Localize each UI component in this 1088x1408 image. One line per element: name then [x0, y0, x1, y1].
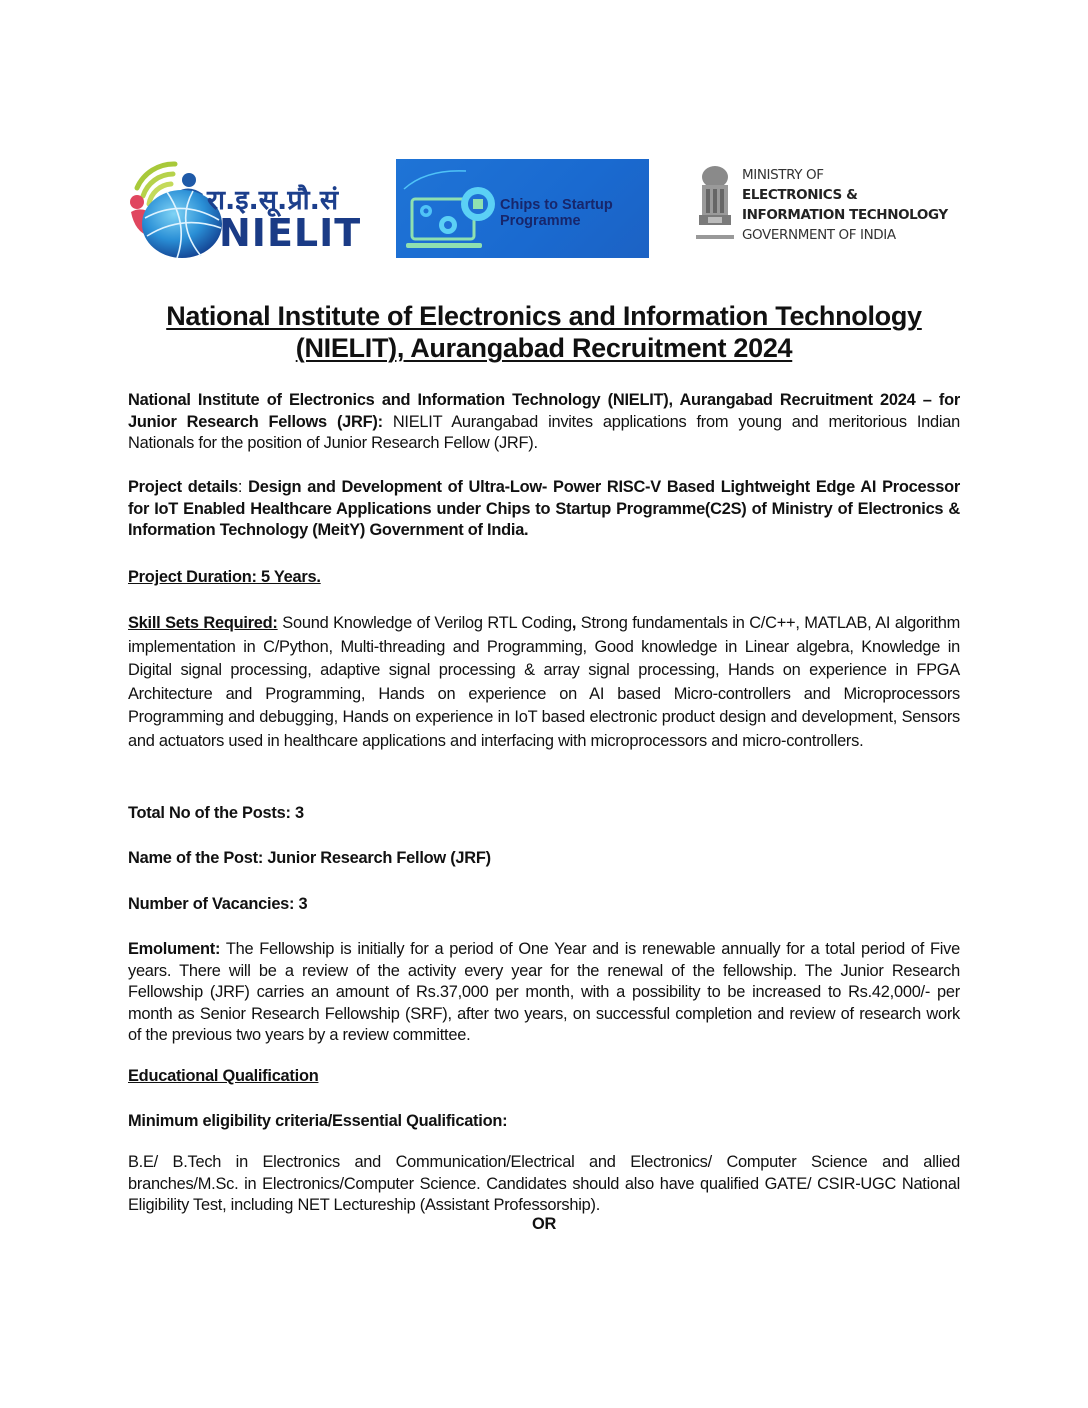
project-details-sep: :	[237, 478, 249, 496]
chips-to-startup-logo	[396, 159, 649, 258]
meity-line1: MINISTRY OF	[742, 167, 824, 183]
post-name: Name of the Post: Junior Research Fellow (JRF)	[128, 849, 491, 867]
emolument-paragraph	[128, 939, 960, 1047]
meity-line2: ELECTRONICS &	[742, 187, 858, 203]
or-separator: OR	[531, 1215, 557, 1233]
minimum-criteria-heading: Minimum eligibility criteria/Essential Qualification:	[128, 1112, 508, 1130]
meity-line4: GOVERNMENT OF INDIA	[742, 227, 896, 243]
skills-paragraph	[128, 612, 960, 753]
skills-comma: ,	[571, 614, 577, 632]
total-posts: Total No of the Posts: 3	[128, 804, 304, 822]
project-details-text: Design and Development of Ultra-Low- Power RISC-V Based Lightweight Edge AI Processor for IoT Enabled Healthcare Applications under Chips to Startup Programme(C2S) of Ministry of Electronics & Information Technology (MeitY) Government of India.	[128, 478, 960, 539]
skills-label: Skill Sets Required:	[128, 614, 278, 632]
nielit-name: NIELIT	[219, 211, 362, 255]
page-title	[100, 300, 988, 364]
meity-logo	[694, 163, 969, 248]
intro-text: NIELIT Aurangabad invites applications from young and meritorious Indian Nationals for the position of Junior Research Fellow (JRF).	[128, 412, 960, 452]
intro-bold: National Institute of Electronics and Information Technology (NIELIT), Aurangabad Recruitment 2024 – for Junior Research Fellows (JRF):	[128, 391, 960, 431]
laptop-gears-icon	[396, 159, 506, 258]
project-details	[128, 477, 960, 542]
title-line2: (NIELIT), Aurangabad Recruitment 2024	[295, 333, 793, 363]
education-heading: Educational Qualification	[128, 1067, 319, 1085]
national-emblem-icon	[694, 163, 736, 247]
meity-line3: INFORMATION TECHNOLOGY	[742, 207, 948, 223]
project-duration: Project Duration: 5 Years.	[128, 568, 321, 586]
emolument-text: The Fellowship is initially for a period of One Year and is renewable annually for a total period of Five years. There will be a review of the activity every year for the renewal of the fellowship. The Junior Research Fellowship (JRF) carries an amount of Rs.37,000 per month, with a possibility to be increased to Rs.42,000/- per month as Senior Research Fellowship (SRF), after two years, on successful completion and review of research work of the previous two years by a review committee.	[128, 940, 960, 1044]
nielit-logo	[127, 158, 362, 260]
meity-text	[742, 165, 948, 245]
vacancies: Number of Vacancies: 3	[128, 895, 308, 913]
c2s-line1: Chips to Startup	[500, 197, 613, 213]
intro-paragraph	[128, 390, 960, 455]
project-details-label: Project details	[128, 478, 238, 496]
skills-text1: Sound Knowledge of Verilog RTL Coding	[277, 614, 572, 632]
c2s-line2: Programme	[500, 213, 581, 229]
emolument-label: Emolument:	[128, 940, 221, 958]
nielit-hindi-name: रा.इ.सू.प्रौ.सं	[207, 185, 339, 216]
c2s-title	[500, 197, 613, 229]
education-text: B.E/ B.Tech in Electronics and Communication/Electrical and Electronics/ Computer Science and allied branches/M.Sc. in Electronics/Computer Science. Candidates should also have qualified GATE/ CSIR-UGC National Eligibility Test, including NET Lectureship (Assistant Professorship).	[128, 1153, 960, 1214]
title-line1: National Institute of Electronics and Information Technology	[166, 301, 922, 331]
skills-text2: Strong fundamentals in C/C++, MATLAB, AI algorithm implementation in C/Python, Multi-threading and Programming, Good knowledge in Linear algebra, Knowledge in Digital signal processing, adaptive signal processing & array signal processing, Hands on experience in FPGA Architecture and Programming, Hands on experience on AI based Micro-controllers and Microprocessors Programming and debugging, Hands on experience in IoT based electronic product design and development, Sensors and actuators used in healthcare applications and interfacing with microprocessors and micro-controllers.	[128, 614, 961, 750]
